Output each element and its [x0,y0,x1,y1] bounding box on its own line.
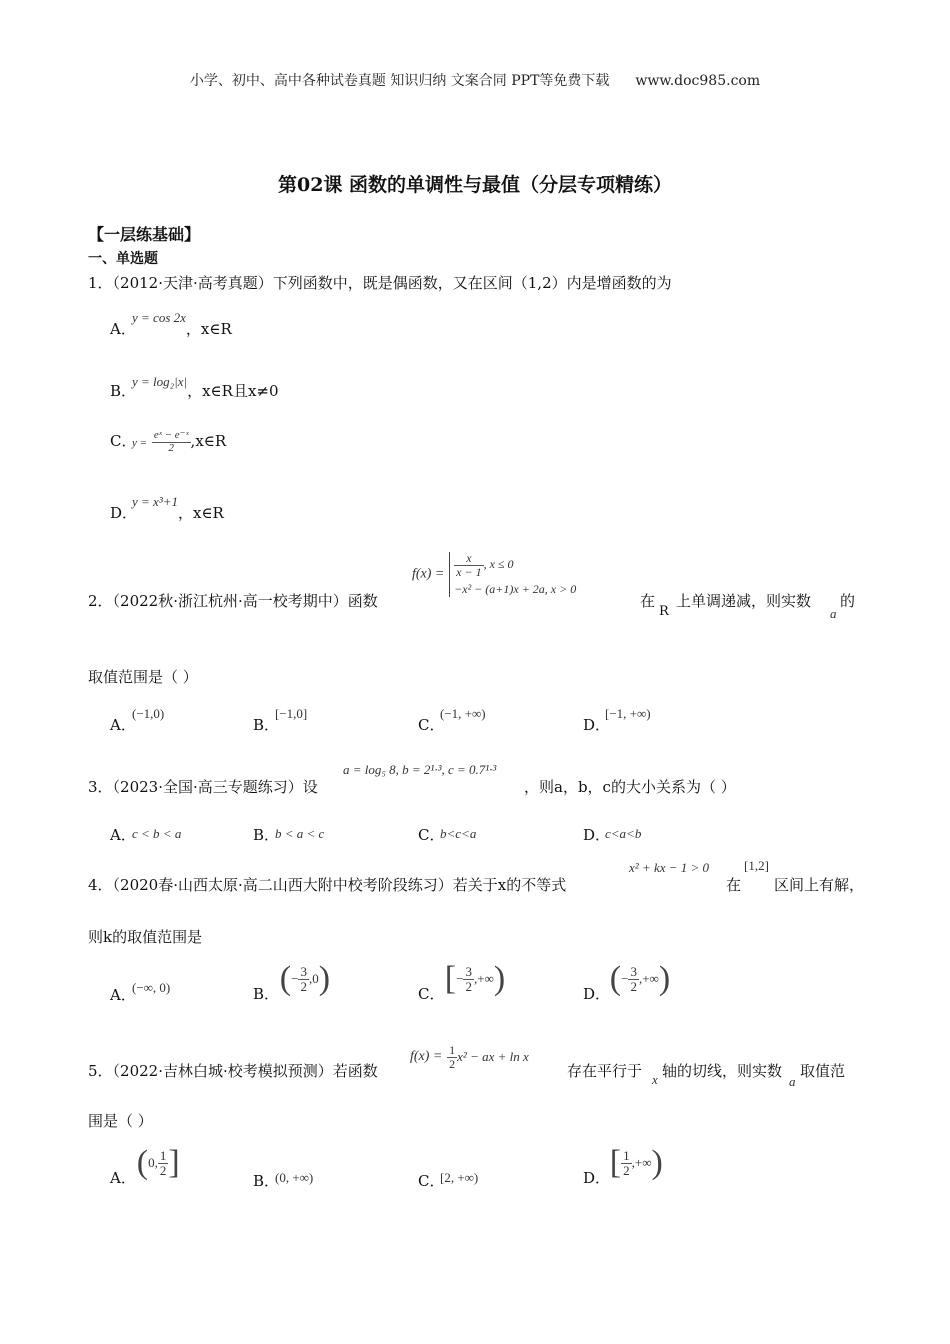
question-5-mid: 存在平行于 [567,1062,643,1080]
option-label: C． [110,432,137,451]
page-header [0,70,950,90]
fraction-numerator: 3 [630,963,637,979]
option-tail: ,x∈R [190,432,227,451]
question-1-option-d[interactable] [110,494,224,523]
option-math: [−1,0] [275,706,308,721]
fraction-denominator: 2 [449,1056,456,1071]
option-label: B． [253,1172,280,1190]
question-5-prefix: 5．（2022·吉林白城·校考模拟预测）若函数 [88,1062,378,1080]
header-site-link[interactable]: www.doc985.com [635,73,761,89]
fraction-denominator: 2 [630,978,637,994]
fraction-tail: ,+∞ [631,1155,652,1170]
question-1-option-c[interactable] [110,430,226,454]
fraction [621,1149,632,1177]
question-3-math: a = log₅ 8, b = 2¹·³, c = 0.7¹·³ [343,762,497,777]
minus-sign: − [621,971,629,986]
option-label: C． [418,826,445,844]
fraction-tail: ,+∞ [473,971,494,986]
option-math: (0, +∞) [275,1170,314,1185]
option-label: A． [110,320,136,338]
option-label: A． [110,986,136,1004]
question-4-option-b[interactable] [253,960,331,1003]
option-math: [−1, +∞) [605,706,651,721]
fraction [463,965,474,993]
question-3-option-a[interactable] [110,824,181,845]
question-4-option-d[interactable] [583,960,671,1003]
function-fraction [447,1044,457,1070]
option-label: C． [418,716,445,734]
function-rest: x² − ax + ln x [457,1049,529,1065]
question-5-option-c[interactable] [418,1170,478,1191]
open-bracket: ( [136,1144,149,1181]
fraction-numerator: 3 [465,963,472,979]
option-label: D． [110,504,138,522]
open-bracket: ( [279,960,292,997]
close-bracket: ] [168,1144,180,1181]
fraction-prefix: 0, [148,1155,158,1170]
section-heading: 【一层练基础】 [88,225,201,244]
option-label: A． [110,1168,136,1187]
case-1-condition: , x ≤ 0 [483,556,514,571]
option-label: B． [253,826,280,844]
question-2-mid1: 在 [640,592,656,610]
question-3-suffix: ，则a，b，c的大小关系为（ ） [524,778,736,796]
question-4-prefix: 4．（2020春·山西太原·高二山西大附中校考阶段练习）若关于x的不等式 [88,876,567,894]
option-label: D． [583,984,611,1003]
option-math: [2, +∞) [440,1170,479,1185]
question-2-end: 的 [840,592,856,610]
option-math-prefix: y = [132,437,148,450]
case-1-numerator: x [454,552,483,566]
fraction-denominator: 2 [300,978,307,994]
case-1-fraction [454,552,483,578]
option-math: y = cos 2x [132,310,186,325]
question-2-set-r: R [659,604,669,619]
option-label: C． [418,984,445,1003]
option-label: A． [110,716,136,734]
question-5-option-d[interactable] [583,1144,663,1187]
question-2-option-c[interactable] [418,706,486,735]
option-math: (−∞, 0) [132,980,171,995]
question-2-prefix: 2．（2022秋·浙江杭州·高一校考期中）函数 [88,592,378,610]
question-4-line2: 则k的取值范围是 [88,928,203,946]
option-math: (−1,0) [132,706,165,721]
piecewise-cases [449,552,576,597]
function-name: f(x) = [410,1049,443,1065]
option-label: B． [253,984,280,1003]
option-math: b < a < c [275,826,325,841]
fraction-numerator: 3 [300,963,307,979]
fraction-denominator: 2 [168,441,174,454]
minus-sign: − [456,971,464,986]
question-4-option-a[interactable] [110,980,171,1005]
question-2-option-b[interactable] [253,706,308,735]
option-math: b<c<a [440,826,477,841]
option-tail: ，x∈R且x≠0 [187,382,279,400]
fraction-numerator: 1 [623,1147,630,1163]
question-4-mid: 在 [726,876,742,894]
subsection-heading: 一、单选题 [88,251,158,267]
open-bracket: [ [609,1144,622,1181]
option-label: D． [583,826,611,844]
question-4-interval: [1,2] [744,858,769,873]
case-2: −x² − (a+1)x + 2a, x > 0 [454,582,577,597]
option-label: C． [418,1172,445,1190]
question-5-function [410,1044,529,1070]
question-5-line2: 围是（ ） [88,1112,153,1130]
fraction [298,965,309,993]
option-math: y = x³+1 [132,494,178,509]
option-tail: ，x∈R [185,320,232,338]
question-3-option-b[interactable] [253,824,324,845]
option-math: c < b < a [132,826,182,841]
fraction-numerator: 1 [159,1147,167,1163]
case-1-denominator: x − 1 [456,564,482,579]
case-1 [454,552,576,578]
option-math: y = log₂|x| [132,374,188,389]
fraction [628,965,639,993]
question-5-option-b[interactable] [253,1170,313,1191]
question-4-inequality: x² + kx − 1 > 0 [629,860,710,875]
close-bracket: ) [493,960,506,997]
close-bracket: ) [658,960,671,997]
question-2-piecewise [412,552,576,597]
question-5-var-a: a [789,1074,796,1089]
question-4-option-c[interactable] [418,960,506,1003]
question-1-stem: 1．（2012·天津·高考真题）下列函数中，既是偶函数，又在区间（1,2）内是增函数的为 [88,274,672,292]
question-4-suffix: 区间上有解， [774,876,865,894]
option-math: (−1, +∞) [440,706,486,721]
question-5-var-x: x [652,1072,658,1087]
page-title: 第02课 函数的单调性与最值（分层专项精练） [277,174,673,196]
question-1-option-b[interactable] [110,374,279,401]
question-3-option-d[interactable] [583,824,641,845]
option-label: B． [110,382,137,400]
question-1-option-a[interactable] [110,310,232,339]
question-3-prefix: 3．（2023·全国·高三专题练习）设 [88,778,318,796]
fraction-denominator: 2 [465,978,472,994]
question-5-option-a[interactable] [110,1144,180,1187]
option-label: B． [253,716,280,734]
close-bracket: ) [651,1144,663,1181]
minus-sign: − [291,971,299,986]
fraction-numerator: eˣ − e⁻ˣ [153,429,189,441]
option-label: A． [110,826,136,844]
close-bracket: ) [318,960,331,997]
question-5-suffix: 取值范 [800,1062,846,1080]
question-2-var-a: a [830,606,837,621]
option-math: c<a<b [605,826,642,841]
option-fraction [152,430,191,454]
fraction-denominator: 2 [623,1162,630,1178]
option-tail: ，x∈R [177,504,224,522]
question-2-line2: 取值范围是（ ） [88,668,198,686]
question-5-mid2: 轴的切线，则实数 [662,1062,783,1080]
option-label: D． [583,716,611,734]
fraction-numerator: 1 [449,1043,456,1057]
fraction-tail: ,+∞ [638,971,659,986]
question-2-option-a[interactable] [110,706,165,735]
header-text: 小学、初中、高中各种试卷真题 知识归纳 文案合同 PPT等免费下载 [189,73,610,89]
open-bracket: [ [444,960,457,997]
fraction [158,1149,169,1177]
option-label: D． [583,1168,611,1187]
function-name: f(x) = [412,566,445,582]
question-2-mid2: 上单调递减，则实数 [676,592,812,610]
question-2-option-d[interactable] [583,706,651,735]
question-3-option-c[interactable] [418,824,476,845]
fraction-tail: ,0 [308,971,319,986]
open-bracket: ( [609,960,622,997]
fraction-denominator: 2 [159,1162,167,1178]
